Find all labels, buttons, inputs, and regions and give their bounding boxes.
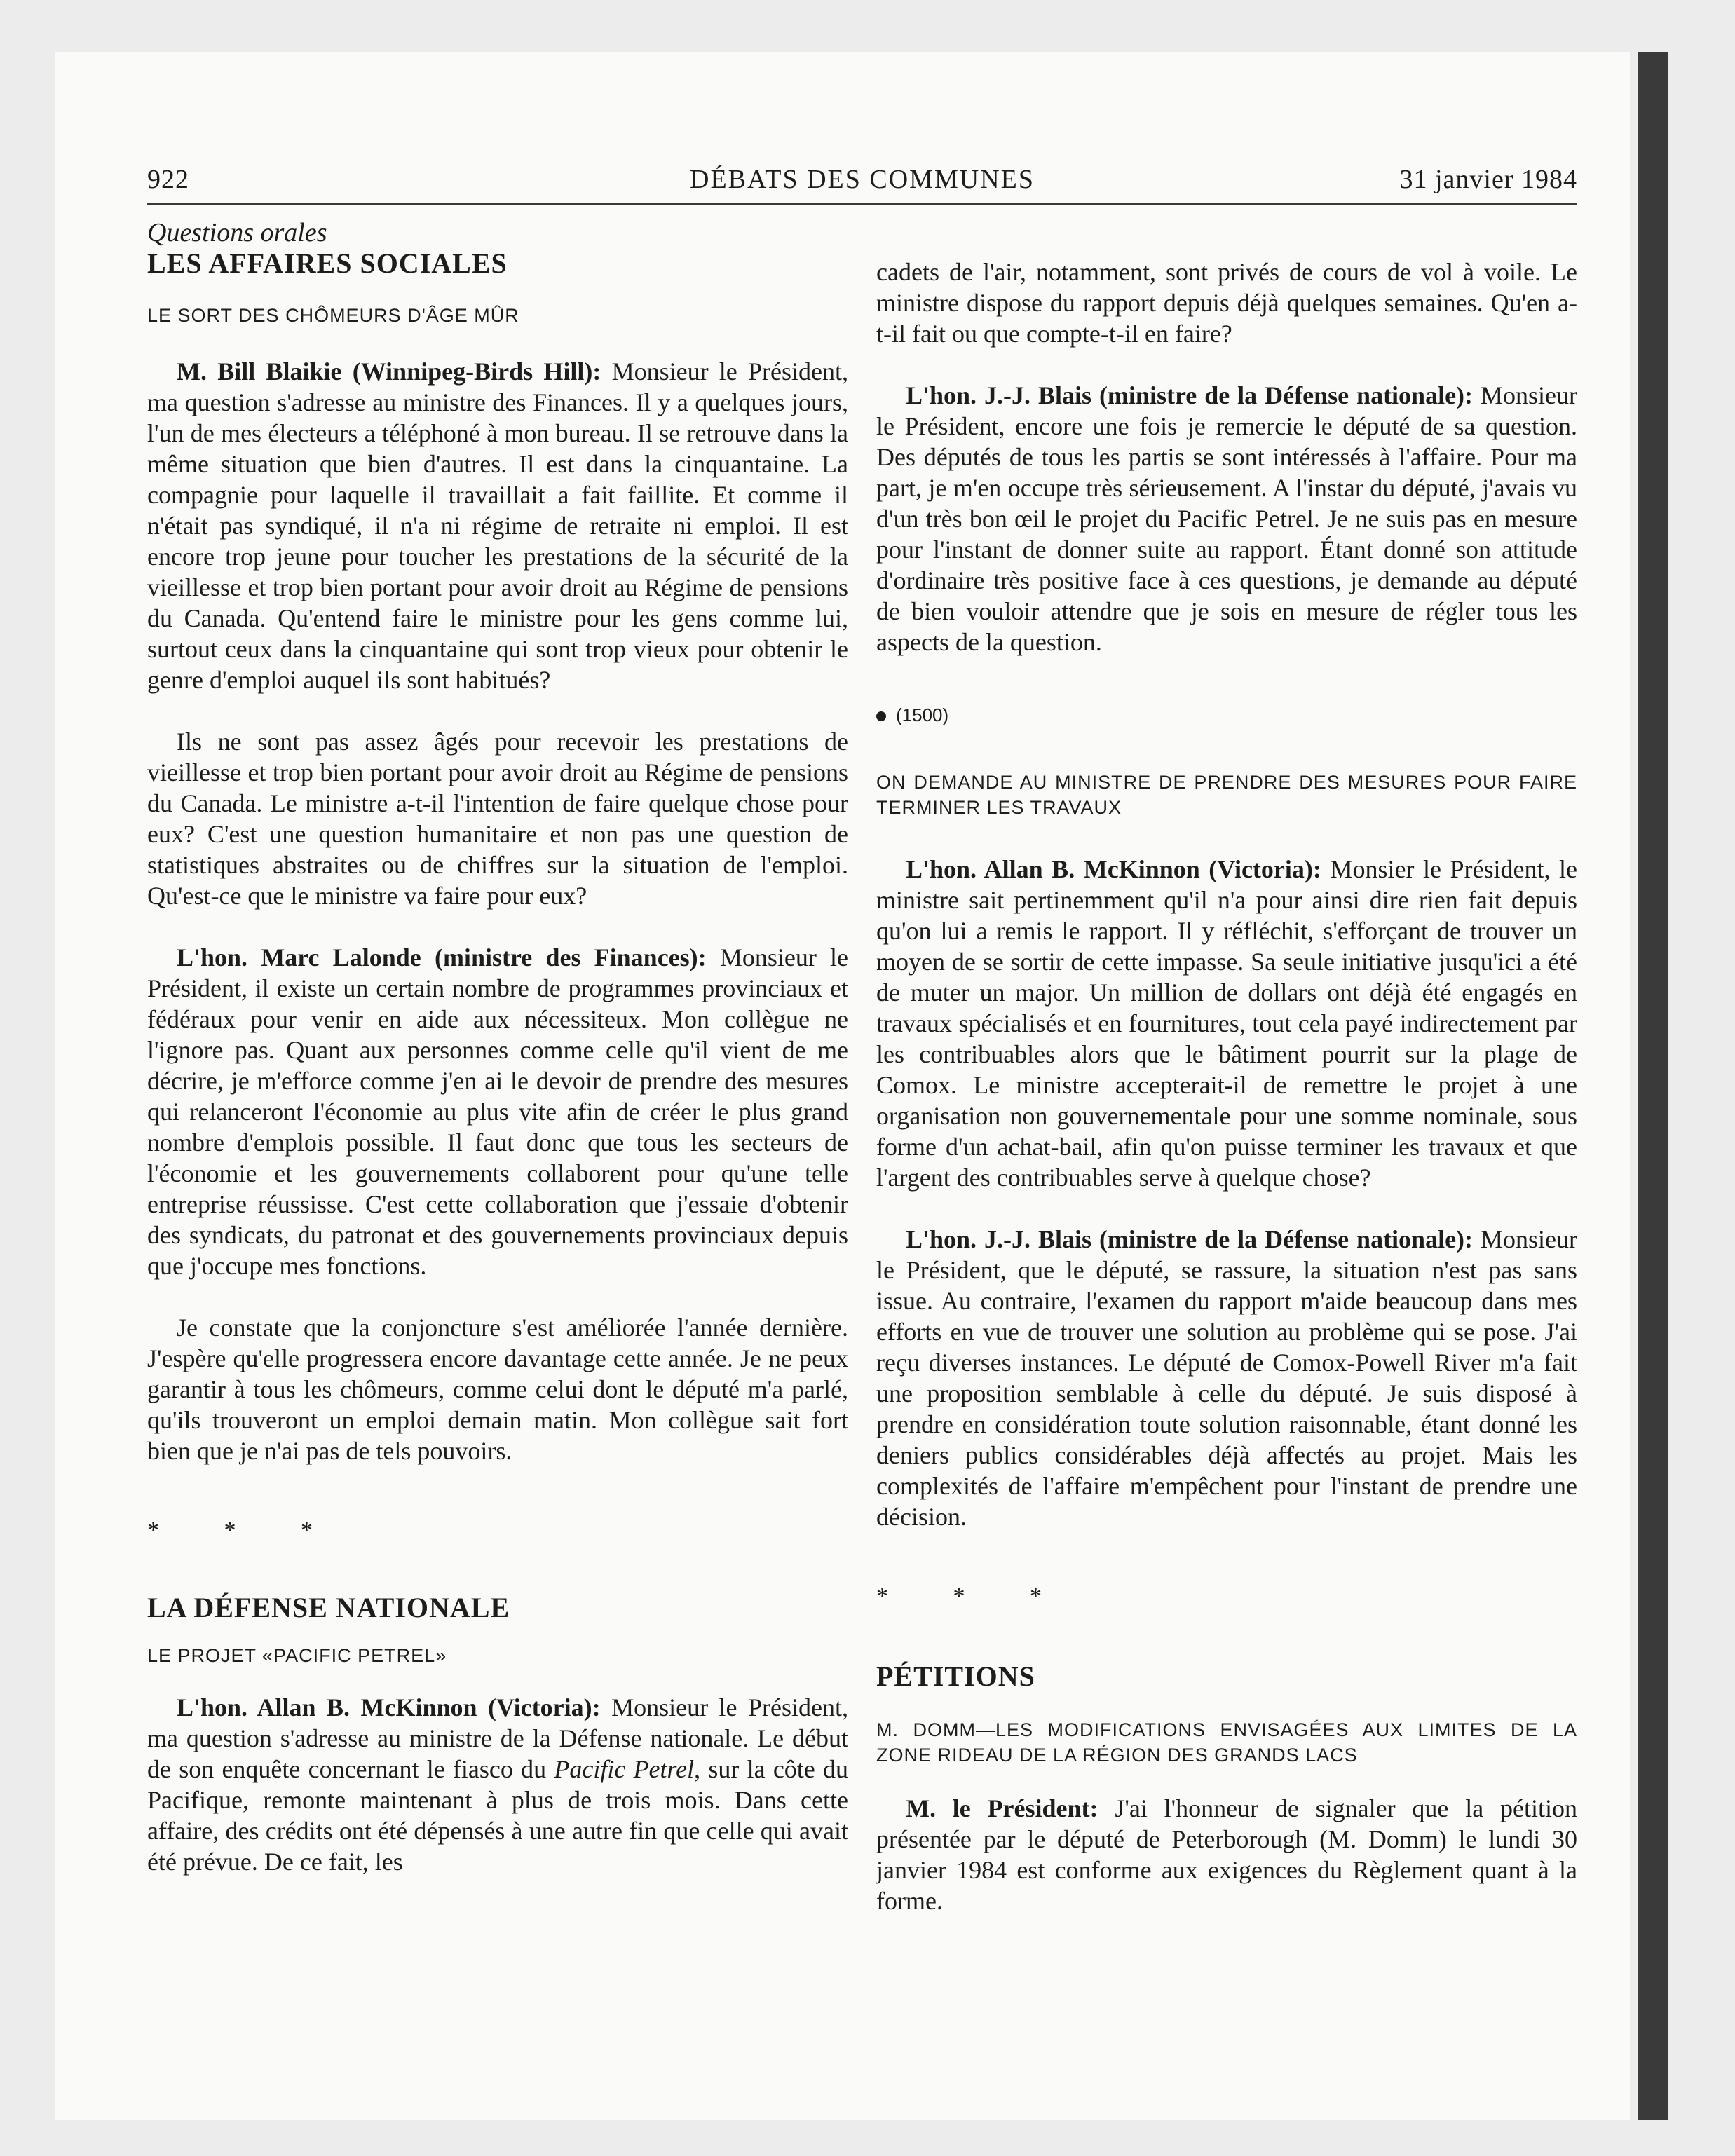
publication-title: DÉBATS DES COMMUNES (690, 165, 1035, 194)
subtitle-travaux: ON DEMANDE AU MINISTRE DE PRENDRE DES MESURES POUR FAIRE TERMINER LES TRAVAUX (876, 772, 1577, 818)
speaker-blaikie: M. Bill Blaikie (Winnipeg-Birds Hill): (177, 357, 601, 386)
paragraph-lalonde (147, 942, 848, 1281)
text-mckinnon-a: Monsieur le Président, ma question s'adresse au ministre de la Défense nationale. Le début de son enquête concernant le fiasco du (147, 1693, 848, 1783)
text-mckinnon-italic: Pacific Petrel (554, 1755, 695, 1783)
speaker-lalonde: L'hon. Marc Lalonde (ministre des Finances): (177, 943, 707, 971)
speaker-mckinnon-2: L'hon. Allan B. McKinnon (Victoria): (906, 855, 1321, 883)
time-marker (876, 700, 1577, 730)
speaker-president: M. le Président: (906, 1794, 1098, 1822)
bullet-icon (876, 711, 886, 721)
subtitle-domm: M. DOMM—LES MODIFICATIONS ENVISAGÉES AUX LIMITES DE LA ZONE RIDEAU DE LA RÉGION DES GRANDS LACS (876, 1719, 1577, 1766)
text-blaikie: Monsieur le Président, ma question s'adresse au ministre des Finances. Il y a quelques jours, l'un de mes électeurs a téléphoné à mon bureau. Il se retrouve dans la même situation que bien d'autres. Il est dans la cinquantaine. La compagnie pour laquelle il travaillait a fait faillite. Et comme il n'était pas syndiqué, il n'a ni régime de retraite ni emploi. Il est encore trop jeune pour toucher les prestations de la sécurité de la vieillesse et trop bien portant pour avoir droit au Régime de pensions du Canada. Qu'entend faire le ministre pour les gens comme lui, surtout ceux dans la cinquantaine qui sont trop vieux pour obtenir le genre d'emploi auquel ils sont habitués? (147, 357, 848, 694)
section-title-defense: LA DÉFENSE NATIONALE (147, 1592, 510, 1623)
paragraph-mckinnon-2 (876, 854, 1577, 1193)
speaker-mckinnon: L'hon. Allan B. McKinnon (Victoria): (177, 1693, 601, 1721)
text-blais: Monsieur le Président, encore une fois je remercie le député de sa question. Des députés de tous les partis se sont intéressés à l'affaire. Pour ma part, je m'en occupe très sérieusement. A l'instar du député, j'avais vu d'un très bon œil le projet du Pacific Petrel. Je ne suis pas en mesure pour l'instant de donner suite au rapport. Étant donné son attitude d'ordinaire très positive face à ces questions, je demande au député de bien vouloir attendre que je sois en mesure de régler tous les aspects de la question. (876, 381, 1578, 656)
running-header (147, 161, 1577, 205)
subtitle-pacific-petrel: LE PROJET «PACIFIC PETREL» (147, 1645, 447, 1666)
subtitle-chomeurs: LE SORT DES CHÔMEURS D'ÂGE MÛR (147, 305, 519, 326)
paragraph-blais (876, 380, 1577, 657)
left-column (147, 217, 848, 1877)
section-separator: * * * (147, 1517, 342, 1543)
paragraph-mckinnon (147, 1692, 848, 1877)
paragraph-president (876, 1793, 1577, 1916)
text-mckinnon-b: , sur la côte du Pacifique, remonte maintenant à plus de trois mois. Dans cette affaire, des crédits ont été dépensés à une autre fin que celle qui avait été prévue. De ce fait, les (147, 1755, 849, 1876)
text-mckinnon-2: Monsier le Président, le ministre sait pertinemment qu'il n'a pour ainsi dire rien fait depuis qu'on lui a remis le rapport. Il y réfléchit, s'efforçant de trouver un moyen de se sortir de cette impasse. Sa seule initiative jusqu'ici a été de muter un major. Un million de dollars ont déjà été engagés en travaux spécialisés et en fournitures, tout cela payé indirectement par les contribuables alors que le bâtiment pourrit sur la plage de Comox. Le ministre accepterait-il de remettre le projet à une organisation non gouvernementale pour une somme nominale, sous forme d'un achat-bail, afin qu'on puisse terminer les travaux et que l'argent des contribuables serve à quelque chose? (876, 855, 1577, 1192)
paragraph-continuation: cadets de l'air, notamment, sont privés de cours de vol à voile. Le ministre dispose du rapport depuis déjà quelques semaines. Qu'en a-t-il fait ou que compte-t-il en faire? (876, 258, 1577, 348)
right-column (876, 257, 1577, 1916)
paragraph-blais-2 (876, 1224, 1577, 1532)
header-date: 31 janvier 1984 (1399, 165, 1577, 194)
paragraph-blaikie-2: Ils ne sont pas assez âgés pour recevoir les prestations de vieillesse et trop bien portant pour avoir droit au Régime de pensions du Canada. Le ministre a-t-il l'intention de faire quelque chose pour eux? C'est une question humanitaire et non pas une question de statistiques abstraites ou de chiffres sur la situation de l'emploi. Qu'est-ce que le ministre va faire pour eux? (147, 728, 848, 910)
speaker-blais: L'hon. J.-J. Blais (ministre de la Défense nationale): (906, 381, 1474, 409)
text-president: J'ai l'honneur de signaler que la pétition présentée par le député de Peterborough (M. Domm) le lundi 30 janvier 1984 est conforme aux exigences du Règlement quant à la forme. (876, 1794, 1577, 1915)
time-marker-text: (1500) (896, 704, 949, 725)
text-lalonde: Monsieur le Président, il existe un certain nombre de programmes provinciaux et fédéraux pour venir en aide aux nécessiteux. Mon collègue ne l'ignore pas. Quant aux personnes comme celle qu'il vient de me décrire, je m'efforce comme j'en ai le devoir de prendre des mesures qui relanceront l'économie au plus vite afin de créer le plus grand nombre d'emplois possible. Il faut donc que tous les secteurs de l'économie et les gouvernements collaborent pour qu'une telle entreprise réussisse. C'est cette collaboration que j'essaie d'obtenir des syndicats, du patronat et des gouvernements provinciaux depuis que j'occupe mes fonctions. (147, 943, 849, 1280)
page-number: 922 (147, 165, 189, 194)
text-blais-2: Monsieur le Président, que le député, se rassure, la situation n'est pas sans issue. Au contraire, l'examen du rapport m'aide beaucoup dans mes efforts en vue de trouver une solution au problème qui se pose. J'ai reçu diverses instances. Le député de Comox-Powell River m'a fait une proposition semblable à celle du député. Je suis disposé à prendre en considération toute solution raisonnable, étant donné les deniers publics considérables déjà affectés au projet. Mais les complexités de l'affaire m'empêchent pour l'instant de prendre une décision. (876, 1225, 1578, 1531)
section-separator-2: * * * (876, 1583, 1071, 1609)
section-title-petitions: PÉTITIONS (876, 1660, 1035, 1692)
section-title-affaires-sociales: LES AFFAIRES SOCIALES (147, 247, 508, 279)
scan-edge (1638, 52, 1668, 2120)
paragraph-blaikie (147, 356, 848, 695)
paragraph-lalonde-2: Je constate que la conjoncture s'est améliorée l'année dernière. J'espère qu'elle progressera encore davantage cette année. Je ne peux garantir à tous les chômeurs, comme celui dont le député m'a parlé, qu'ils trouveront un emploi demain matin. Mon collègue sait fort bien que je n'ai pas de tels pouvoirs. (147, 1314, 848, 1465)
speaker-blais-2: L'hon. J.-J. Blais (ministre de la Défense nationale): (906, 1225, 1474, 1253)
rubric: Questions orales (147, 218, 327, 247)
